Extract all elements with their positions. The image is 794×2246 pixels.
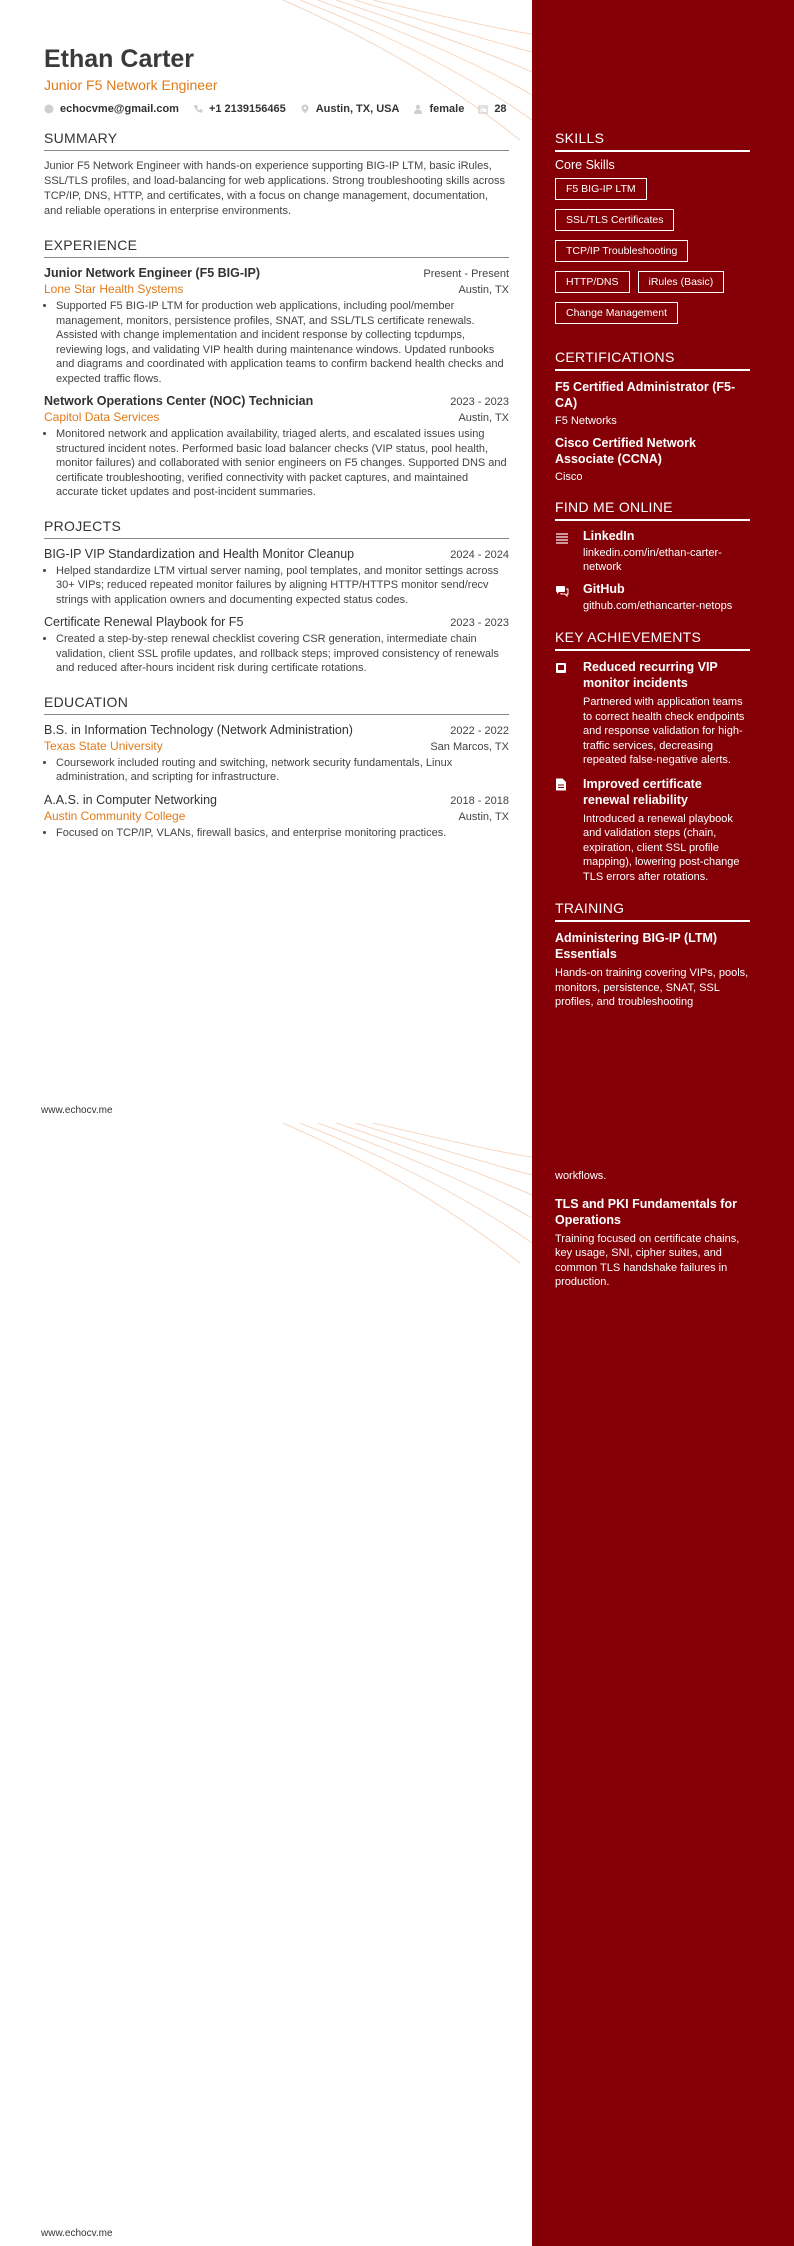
experience-date: Present - Present [423,268,509,280]
skill-tag: iRules (Basic) [638,271,725,293]
certification-issuer: Cisco [555,471,583,483]
online-section [555,499,750,613]
location-text: Austin, TX, USA [315,103,400,115]
achievement-item [555,659,750,768]
experience-location: Austin, TX [458,284,509,296]
project-date: 2024 - 2024 [450,548,509,561]
certification-issuer: F5 Networks [555,415,617,427]
training-section [555,900,750,1010]
project-name: Certificate Renewal Playbook for F5 [44,615,244,629]
online-link-name: GitHub [583,582,625,596]
experience-company: Lone Star Health Systems [44,282,184,296]
summary-text: Junior F5 Network Engineer with hands-on experience supporting BIG-IP LTM, basic iRules, SSL/TLS profiles, and load-balancing for web applications. Strong troubleshooting skills across TCP/IP, DNS, HTTP, and certificates, with a focus on change management, documentation, and reliable operations in enterprise environments. [44,160,506,217]
skill-tags [555,178,750,333]
email-icon [44,104,54,114]
projects-section [44,518,509,676]
summary-heading: SUMMARY [44,130,509,151]
experience-role: Network Operations Center (NOC) Technician [44,394,314,408]
core-skills-label: Core Skills [555,158,615,172]
achievement-description: Introduced a renewal playbook and validation steps (chain, expiration, client SSL profile mapping), lowering post-change TLS errors after rotations. [583,812,740,883]
project-entry [44,547,509,608]
training-item [555,930,750,1010]
experience-heading: EXPERIENCE [44,237,509,258]
online-link-linkedin[interactable] [555,529,750,574]
project-name: BIG-IP VIP Standardization and Health Monitor Cleanup [44,546,355,561]
experience-entry [44,394,509,500]
training-title: TLS and PKI Fundamentals for Operations [555,1196,737,1227]
training-heading: TRAINING [555,900,750,922]
certification-name: Cisco Certified Network Associate (CCNA) [555,436,697,466]
contact-gender [413,103,464,115]
achievement-title: Improved certificate renewal reliability [583,776,702,807]
contact-age [478,103,506,115]
skills-section [555,130,750,333]
certification-item [555,379,750,427]
training-title: Administering BIG-IP (LTM) Essentials [555,931,718,961]
training-description: Hands-on training covering VIPs, pools, monitors, persistence, SNAT, SSL profiles, and troubleshooting [555,967,749,1008]
education-date: 2018 - 2018 [450,794,509,807]
online-heading: FIND ME ONLINE [555,499,750,521]
certifications-heading: CERTIFICATIONS [555,349,750,371]
github-icon [555,585,569,597]
calendar-icon [478,104,488,114]
project-bullet: • Helped standardize LTM virtual server naming, pool templates, and monitor settings across 30+ VIPs; reduced repeated monitor failures by aligning HTTP/HTTPS monitor send/recv strings with application owners and documenting expected status codes. [56,564,509,608]
contact-phone[interactable] [193,103,286,115]
contact-row [44,103,514,115]
experience-section [44,237,509,500]
online-link-url[interactable]: github.com/ethancarter-netops [583,600,733,612]
sidebar-background [532,1123,794,2246]
training-description: Training focused on certificate chains, key usage, SNI, cipher suites, and common TLS handshake failures in production. [555,1232,740,1288]
achievement-title: Reduced recurring VIP monitor incidents [583,660,718,690]
certification-name: F5 Certified Administrator (F5-CA) [555,380,736,410]
resume-page-2 [0,1123,794,2246]
footer-website[interactable]: www.echocv.me [41,2228,113,2239]
skills-heading: SKILLS [555,130,750,152]
online-link-github[interactable] [555,582,750,613]
skill-tag: F5 BIG-IP LTM [555,178,647,200]
education-section [44,694,509,841]
education-entry [44,793,509,841]
achievements-heading: KEY ACHIEVEMENTS [555,629,750,651]
training-item [555,1196,750,1290]
linkedin-icon [555,532,569,544]
education-bullet: • Coursework included routing and switching, network security fundamentals, Linux administration, and scripting for infrastructure. [56,756,509,785]
contact-email[interactable] [44,103,179,115]
experience-company: Capitol Data Services [44,410,160,424]
education-heading: EDUCATION [44,694,509,715]
footer-website[interactable]: www.echocv.me [41,1105,113,1116]
age-text: 28 [494,103,507,115]
online-link-name: LinkedIn [583,529,635,543]
book-icon [555,662,567,674]
education-degree: B.S. in Information Technology (Network Administration) [44,722,353,737]
document-icon [555,778,567,791]
experience-entry [44,266,509,386]
main-column [44,130,509,858]
location-pin-icon [300,104,310,114]
achievement-item [555,776,750,885]
sidebar [555,130,750,1026]
project-entry [44,615,509,676]
summary-section [44,130,509,219]
skill-tag: SSL/TLS Certificates [555,209,674,231]
experience-location: Austin, TX [458,412,509,424]
sidebar-continued [555,1165,750,1290]
phone-text: +1 2139156465 [208,103,286,115]
education-degree: A.A.S. in Computer Networking [44,792,217,807]
achievement-description: Partnered with application teams to correct health check endpoints and response validation for high-traffic services, decreasing repeated false-negative alerts. [583,696,745,766]
education-date: 2022 - 2022 [450,724,509,737]
candidate-name: Ethan Carter [44,45,195,73]
skill-tag: TCP/IP Troubleshooting [555,240,688,262]
project-date: 2023 - 2023 [450,617,509,629]
education-school: Austin Community College [44,808,186,823]
education-location: Austin, TX [458,810,509,823]
education-school: Texas State University [44,738,163,753]
experience-role: Junior Network Engineer (F5 BIG-IP) [44,266,260,280]
achievements-section [555,629,750,884]
project-bullet: • Created a step-by-step renewal checklist covering CSR generation, intermediate chain validation, client SSL profile updates, and rollback steps; improved consistency of renewals and reduced after-hours incident risk during certificate rotations. [56,632,509,676]
experience-date: 2023 - 2023 [450,396,509,408]
experience-bullet: • Supported F5 BIG-IP LTM for production web applications, including pool/member management, monitors, persistence profiles, SNAT, and SSL/TLS certificate renewals. Assisted with change implementation and incident response by collecting tcpdumps, reviewing logs, and validating VIP health during maintenance windows. Updated runbooks and diagrams and coordinated with application teams to confirm backend health checks and expected traffic flows. [56,299,509,386]
education-entry [44,723,509,785]
person-icon [413,104,423,114]
phone-icon [193,104,203,114]
resume-header [44,44,514,115]
contact-location [300,103,400,115]
education-bullet: • Focused on TCP/IP, VLANs, firewall basics, and enterprise monitoring practices. [56,826,509,841]
training-description-continued: workflows. [555,1170,607,1182]
skill-tag: Change Management [555,302,678,324]
experience-bullet: • Monitored network and application availability, triaged alerts, and escalated issues using structured incident notes. Performed basic load balancer checks (VIP status, pool health, monitor failures) and collaborated with senior engineers on F5 changes. Supported DNS and certificate troubleshooting, verified connectivity with packet captures, and maintained accurate ticket updates and post-incident summaries. [56,427,509,500]
email-text: echocvme@gmail.com [60,103,179,115]
education-location: San Marcos, TX [430,740,509,753]
candidate-title: Junior F5 Network Engineer [44,77,218,93]
online-link-url[interactable]: linkedin.com/in/ethan-carter-network [583,547,722,573]
skill-tag: HTTP/DNS [555,271,630,293]
certifications-section [555,349,750,483]
certification-item [555,435,750,483]
projects-heading: PROJECTS [44,518,509,539]
gender-text: female [429,103,465,115]
